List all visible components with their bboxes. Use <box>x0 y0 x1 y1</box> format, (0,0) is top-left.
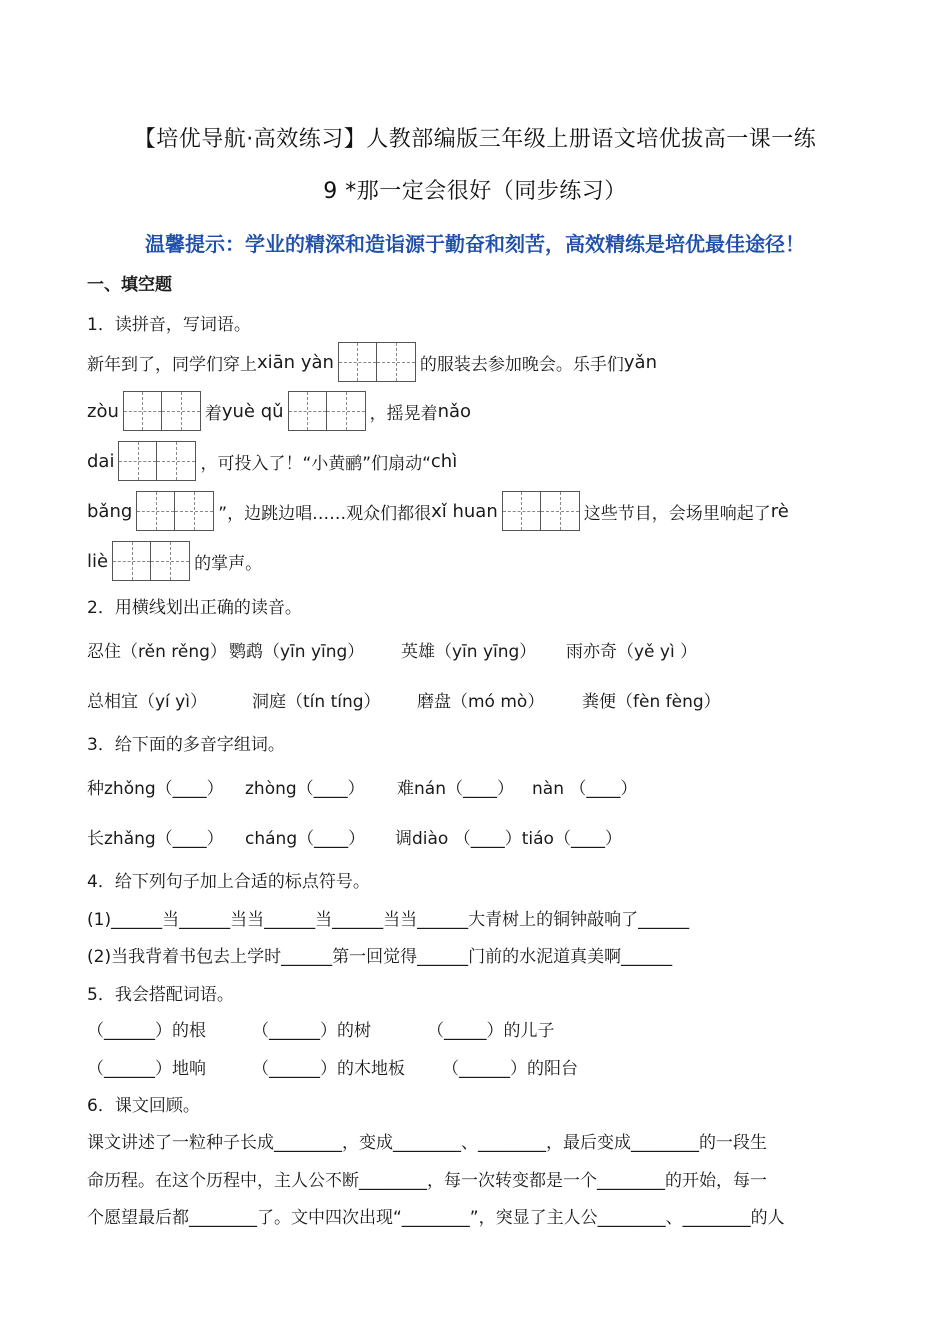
q6-paragraph-line1[interactable]: 课文讲述了一粒种子长成________，变成________、________，最后变成________的一段生 <box>87 1132 767 1153</box>
q1-line2 <box>87 391 471 431</box>
doc-title-line1: 【培优导航·高效练习】人教部编版三年级上册语文培优拔高一课一练 <box>133 127 817 152</box>
q1-text: ，摇晃着 <box>369 403 438 424</box>
q3-item[interactable]: zhòng（____） <box>245 778 365 799</box>
q2-option[interactable]: 雨亦奇（yě yì ） <box>566 641 698 662</box>
q2-option[interactable]: 英雄（yīn yīng） <box>401 641 537 662</box>
q2-prompt: 2．用横线划出正确的读音。 <box>87 597 302 618</box>
pinyin: yuè qǔ <box>221 400 284 422</box>
answer-grid[interactable] <box>136 491 214 531</box>
pinyin: rè <box>770 500 789 522</box>
q5-item[interactable]: （______）的根 <box>87 1020 206 1041</box>
pinyin: xǐ huan <box>431 500 498 522</box>
q2-row2 <box>87 679 721 719</box>
pinyin: bǎng <box>87 500 133 522</box>
q3-row2 <box>87 816 622 856</box>
doc-title-line2: 9 *那一定会很好（同步练习） <box>323 179 627 204</box>
q2-option[interactable]: 粪便（fèn fèng） <box>582 691 721 712</box>
answer-grid[interactable] <box>118 441 196 481</box>
pinyin: xiān yàn <box>257 351 334 373</box>
q1-text: 的服装去参加晚会。乐手们 <box>419 354 624 375</box>
q3-row1 <box>87 766 637 806</box>
q5-item[interactable]: （_____）的儿子 <box>427 1020 555 1041</box>
pinyin: chì <box>430 450 458 472</box>
q3-item[interactable]: 种zhǒng（____） <box>87 778 224 799</box>
pinyin: nǎo <box>437 400 472 422</box>
answer-grid[interactable] <box>338 342 416 382</box>
q5-item[interactable]: （______）的木地板 <box>252 1058 405 1079</box>
q2-option[interactable]: 忍住（rěn rěng） <box>87 641 227 662</box>
tip-banner: 温馨提示：学业的精深和造诣源于勤奋和刻苦，高效精练是培优最佳途径！ <box>145 232 805 256</box>
q5-row2 <box>87 1046 578 1086</box>
q2-row1 <box>87 629 697 669</box>
q5-item[interactable]: （______）的阳台 <box>442 1058 578 1079</box>
answer-grid[interactable] <box>123 391 201 431</box>
pinyin: zòu <box>87 400 119 422</box>
answer-grid[interactable] <box>112 541 190 581</box>
q5-item[interactable]: （______）地响 <box>87 1058 206 1079</box>
q3-item[interactable]: 难nán（____） <box>397 778 514 799</box>
answer-grid[interactable] <box>502 491 580 531</box>
q3-item[interactable]: cháng（____） <box>245 828 366 849</box>
q2-option[interactable]: 洞庭（tín tíng） <box>252 691 381 712</box>
q1-text: 新年到了，同学们穿上 <box>87 354 257 375</box>
pinyin: yǎn <box>623 351 657 373</box>
q1-text: 这些节目，会场里响起了 <box>583 503 771 524</box>
answer-grid[interactable] <box>288 391 366 431</box>
q1-line3 <box>87 441 457 481</box>
section-label: 一、填空题 <box>87 274 172 295</box>
q1-line4 <box>87 491 789 531</box>
q2-option[interactable]: 总相宜（yí yì） <box>87 691 207 712</box>
q3-item[interactable]: nàn （____） <box>532 778 638 799</box>
q1-text: ，可投入了！“小黄鹂”们扇动“ <box>200 453 431 474</box>
q1-text: 的掌声。 <box>194 553 263 574</box>
q5-row1 <box>87 1008 555 1048</box>
q3-item[interactable]: 长zhǎng（____） <box>87 828 224 849</box>
q3-prompt: 3．给下面的多音字组词。 <box>87 734 285 755</box>
pinyin: liè <box>87 550 109 572</box>
q1-line1 <box>87 342 657 382</box>
q4-sentence2[interactable]: (2)当我背着书包去上学时______第一回觉得______门前的水泥道真美啊______ <box>87 946 673 967</box>
q1-text: 着 <box>204 403 222 424</box>
q1-line5 <box>87 541 262 581</box>
q2-option[interactable]: 磨盘（mó mò） <box>417 691 545 712</box>
q6-prompt: 6．课文回顾。 <box>87 1095 200 1116</box>
q6-paragraph-line2[interactable]: 命历程。在这个历程中，主人公不断________，每一次转变都是一个________的开始，每一 <box>87 1170 767 1191</box>
q6-paragraph-line3[interactable]: 个愿望最后都________了。文中四次出现“________”，突显了主人公________、________的人 <box>87 1207 785 1228</box>
q5-item[interactable]: （______）的树 <box>252 1020 371 1041</box>
q1-text: ”，边跳边唱……观众们都很 <box>218 503 432 524</box>
q2-option[interactable]: 鹦鹉（yīn yīng） <box>229 641 365 662</box>
q3-item[interactable]: 调diào （____）tiáo（____） <box>395 828 622 849</box>
pinyin: dai <box>87 450 115 472</box>
q1-prompt: 1．读拼音，写词语。 <box>87 314 251 335</box>
q4-sentence1[interactable]: (1)______当______当当______当______当当______大青树上的铜钟敲响了______ <box>87 909 690 930</box>
q4-prompt: 4．给下列句子加上合适的标点符号。 <box>87 871 370 892</box>
q5-prompt: 5．我会搭配词语。 <box>87 984 234 1005</box>
